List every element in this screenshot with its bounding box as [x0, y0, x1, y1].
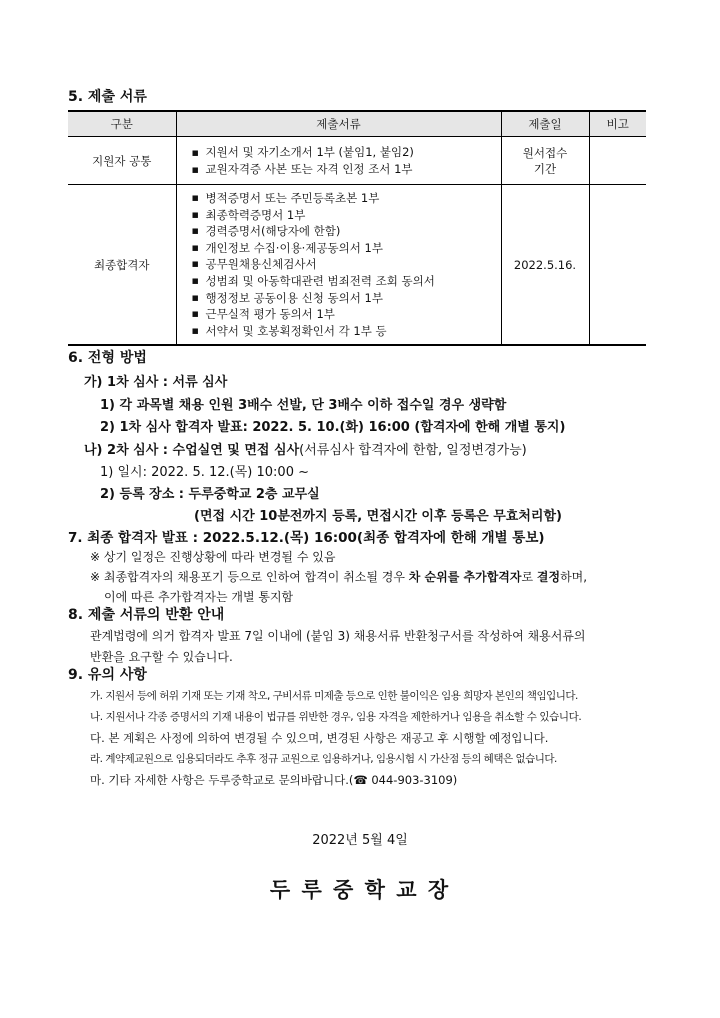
stage2-item-2: 2) 등록 장소 : 두루중학교 2층 교무실: [100, 487, 320, 502]
stage2-item-3: (면접 시간 10분전까지 등록, 면접시간 이후 등록은 무효처리함): [194, 509, 562, 524]
list-item: ▪ 경력증명서(해당자에 한함): [192, 223, 500, 240]
list-item: ▪ 행정정보 공동이용 신청 동의서 1부: [192, 290, 500, 307]
table-row: [68, 137, 646, 185]
table-header: 제출서류: [176, 111, 501, 137]
row-category: 지원자 공통: [68, 137, 176, 185]
documents-table: [68, 110, 646, 346]
list-item: ▪ 근무실적 평가 동의서 1부: [192, 306, 500, 323]
notice-2: [90, 568, 587, 585]
list-item: ▪ 최종학력증명서 1부: [192, 207, 500, 224]
stage1-item-1: 1) 각 과목별 채용 인원 3배수 선발, 단 3배수 이하 접수일 경우 생략함: [100, 398, 507, 413]
section-7-title: [68, 526, 545, 546]
list-item: ▪ 교원자격증 사본 또는 자격 인정 조서 1부: [192, 161, 500, 178]
table-header-row: [68, 111, 646, 137]
row-date-line: 기간: [533, 161, 557, 176]
row-documents: [176, 185, 501, 346]
section-6-title: 6. 전형 방법: [68, 350, 147, 366]
section-9-title: 9. 유의 사항: [68, 667, 147, 683]
stage1-item-2: 2) 1차 심사 합격자 발표: 2022. 5. 10.(화) 16:00 (합격자에 한해 개별 통지): [100, 420, 566, 435]
return-text-line-1: 관계법령에 의거 합격자 발표 7일 이내에 (붙임 3) 채용서류 반환청구서를 작성하여 채용서류의: [90, 629, 586, 643]
list-item: ▪ 지원서 및 자기소개서 1부 (붙임1, 붙임2): [192, 144, 500, 161]
list-item: ▪ 서약서 및 호봉획정확인서 각 1부 등: [192, 323, 500, 340]
section-7-title-bold: 7. 최종 합격자 발표: [68, 530, 188, 546]
row-documents: [176, 137, 501, 185]
stage2-heading-note: (서류심사 합격자에 한함, 일정변경가능): [299, 443, 527, 458]
list-item: ▪ 공무원채용신체검사서: [192, 256, 500, 273]
row-note: [589, 185, 646, 346]
table-header: 비고: [589, 111, 646, 137]
caution-item: 라. 계약제교원으로 임용되더라도 추후 정규 교원으로 임용하거나, 임용시험 시 가산점 등의 혜택은 없습니다.: [90, 753, 557, 765]
issue-date: 2022년 5월 4일: [312, 833, 408, 848]
return-text-line-2: 반환을 요구할 수 있습니다.: [90, 650, 233, 664]
signer: 두 루 중 학 교 장: [269, 878, 451, 902]
row-date: [501, 137, 589, 185]
stage2-item-1: 1) 일시: 2022. 5. 12.(목) 10:00 ~: [100, 465, 309, 480]
caution-item: 나. 지원서나 각종 증명서의 기재 내용이 법규를 위반한 경우, 임용 자격을 제한하거나 임용을 취소할 수 있습니다.: [90, 711, 582, 723]
notice-2-part: 로: [521, 570, 537, 584]
notice-1: ※ 상기 일정은 진행상황에 따라 변경될 수 있음: [90, 550, 336, 564]
stage1-heading: 가) 1차 심사 : 서류 심사: [84, 375, 228, 390]
notice-2-bold: 차 순위를 추가합격자: [408, 570, 522, 584]
table-row: [68, 185, 646, 346]
list-item: ▪ 병적증명서 또는 주민등록초본 1부: [192, 190, 500, 207]
caution-item: 다. 본 계획은 사정에 의하여 변경될 수 있으며, 변경된 사항은 재공고 후 시행할 예정입니다.: [90, 731, 549, 745]
list-item: ▪ 성범죄 및 아동학대관련 범죄전력 조회 동의서: [192, 273, 500, 290]
notice-2-bold: 결정: [536, 570, 561, 584]
stage2-heading: [84, 439, 527, 458]
table-header: 구분: [68, 111, 176, 137]
stage2-heading-bold: 나) 2차 심사 : 수업실연 및 면접 심사: [84, 443, 300, 458]
table-header: 제출일: [501, 111, 589, 137]
notice-2-part: ※ 최종합격자의 채용포기 등으로 인하여 합격이 취소될 경우: [90, 570, 409, 584]
notice-2-part: 하며,: [560, 570, 588, 584]
section-5-title: 5. 제출 서류: [68, 89, 147, 105]
section-7-title-date: : 2022.5.12.(목) 16:00(최종 합격자에 한해 개별 통보): [187, 530, 545, 546]
list-item: ▪ 개인정보 수집·이용·제공동의서 1부: [192, 240, 500, 257]
row-category: 최종합격자: [68, 185, 176, 346]
caution-item: 가. 지원서 등에 허위 기재 또는 기재 착오, 구비서류 미제출 등으로 인한 불이익은 임용 희망자 본인의 책임입니다.: [90, 690, 578, 702]
section-8-title: 8. 제출 서류의 반환 안내: [68, 607, 225, 623]
caution-item: 마. 기타 자세한 사항은 두루중학교로 문의바랍니다.(☎ 044-903-3109): [90, 773, 458, 787]
row-note: [589, 137, 646, 185]
notice-2-continued: 이에 따른 추가합격자는 개별 통지함: [104, 590, 294, 604]
row-date: 2022.5.16.: [501, 185, 589, 346]
row-date-line: 원서접수: [522, 145, 568, 160]
